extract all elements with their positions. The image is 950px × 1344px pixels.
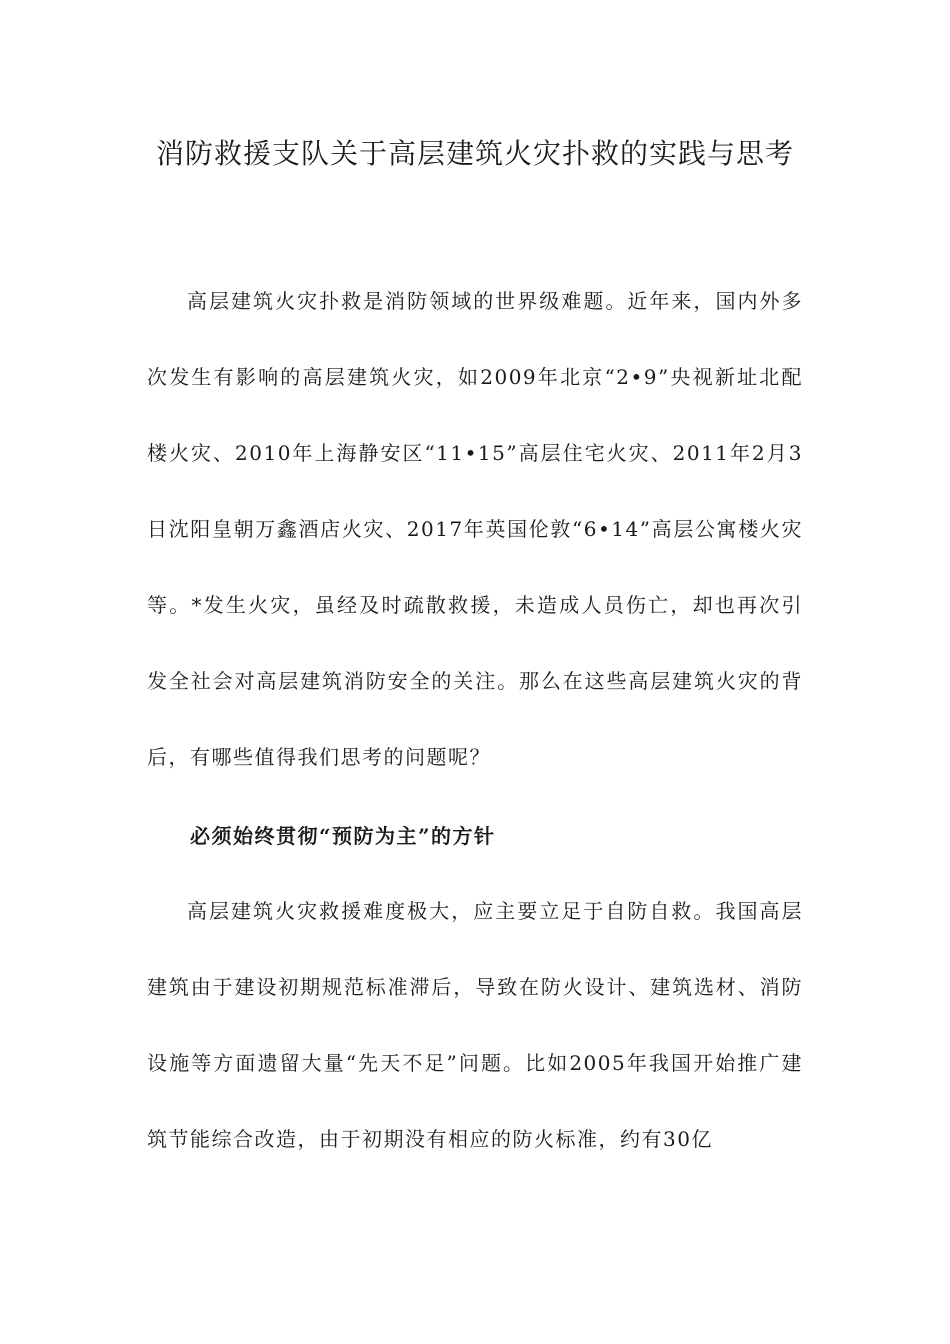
section-paragraph: 高层建筑火灾救援难度极大，应主要立足于自防自救。我国高层建筑由于建设初期规范标准滞后，导致在防火设计、建筑选材、消防设施等方面遗留大量“先天不足”问题。比如2005年我国开始推广建筑节能综合改造，由于初期没有相应的防火标准，约有30亿: [147, 899, 803, 1151]
section-heading: 必须始终贯彻“预防为主”的方针: [190, 824, 496, 848]
document-title: 消防救援支队关于高层建筑火灾扑救的实践与思考: [155, 137, 794, 170]
intro-paragraph: 高层建筑火灾扑救是消防领域的世界级难题。近年来，国内外多次发生有影响的高层建筑火灾，如2009年北京“2•9”央视新址北配楼火灾、2010年上海静安区“11•15”高层住宅火灾、2011年2月3日沈阳皇朝万鑫酒店火灾、2017年英国伦敦“6•14”高层公寓楼火灾等。*发生火灾，虽经及时疏散救援，未造成人员伤亡，却也再次引发全社会对高层建筑消防安全的关注。那么在这些高层建筑火灾的背后，有哪些值得我们思考的问题呢？: [147, 289, 803, 769]
